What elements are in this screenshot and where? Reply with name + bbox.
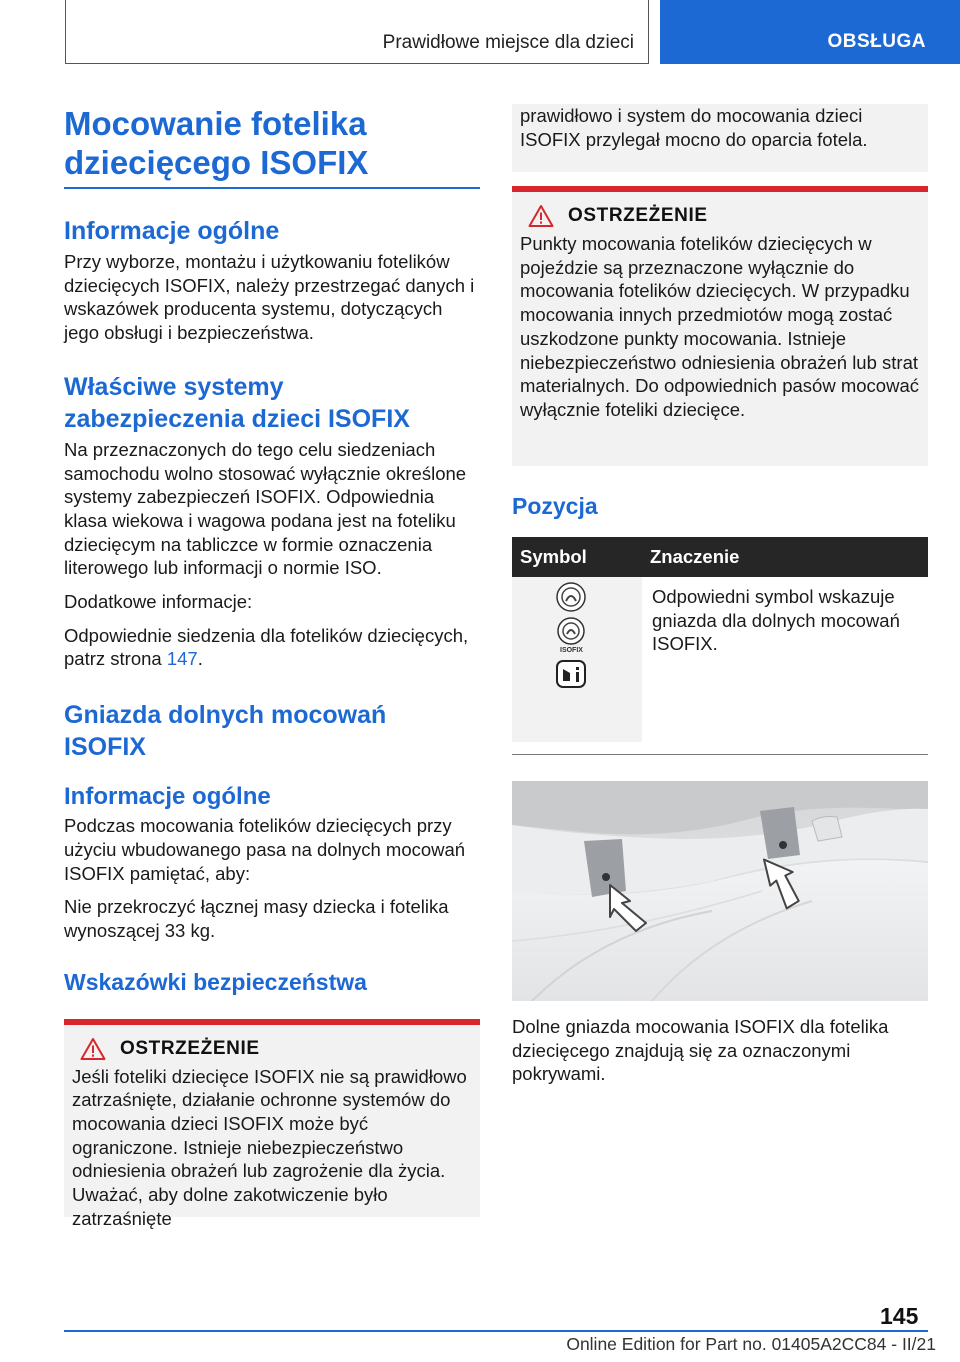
paragraph-more-info: Dodatkowe informacje:: [64, 591, 253, 613]
isofix-icon-label: ISOFIX: [560, 647, 583, 654]
table-header-row: [512, 537, 928, 577]
footer-rule: [64, 1330, 928, 1332]
table-header-symbol: Symbol: [512, 537, 642, 577]
paragraph-lower-anchors: Podczas mocowania fotelików dziecięcych przy użyciu wbudowanego pasa na dolnych mocowań ISOFIX pamiętać, aby:: [64, 815, 466, 884]
heading-position: Pozycja: [512, 493, 598, 519]
heading-lower-anchors: Gniazda dolnych mocowań ISOFIX: [64, 701, 387, 762]
warning-box-right: [512, 186, 928, 466]
warning-triangle-icon: [528, 204, 554, 228]
right-column: [512, 104, 928, 1086]
meaning-cell: Odpowiedni symbol wskazuje gniazda dla dolnych mocowań ISOFIX.: [652, 586, 900, 655]
warning-box-left: [64, 1019, 480, 1229]
symbol-table: [512, 537, 928, 742]
heading-safety-notes: Wskazówki bezpieczeństwa: [64, 968, 367, 995]
isofix-anchor-photo: [512, 781, 928, 1001]
warning-label: OSTRZEŻENIE: [568, 205, 708, 226]
table-bottom-rule: [512, 754, 928, 755]
table-header-meaning: Znaczenie: [642, 537, 928, 577]
heading-isofix-systems: Właściwe systemy zabezpieczenia dzieci ISOFIX: [64, 372, 410, 433]
warning-text-right: Punkty mocowania fotelików dziecięcych w pojeździe są przeznaczone wyłącznie do mocowania fotelików dziecięcych. W przypadku mocowania innych przedmiotów mogą zostać uszkodzone punkty mocowania. Istnieje niebezpieczeństwo odniesienia obrażeń lub strat materialnych. Do odpowiednich pasów mocować wyłącznie foteliki dziecięce.: [520, 233, 919, 420]
section-title: Prawidłowe miejsce dla dzieci: [382, 32, 634, 53]
table-row: [512, 577, 928, 742]
paragraph-isofix-systems: Na przeznaczonych do tego celu siedzeniach samochodu wolno stosować wyłącznie określone systemy zabezpieczeń ISOFIX. Odpowiednia klasa wiekowa i wagowa podana jest na foteliku dziecięcym na tabliczce w formie oznaczenia literowego lub informacji o normie ISO.: [64, 438, 467, 579]
subheading-general-info: Informacje ogólne: [64, 783, 271, 811]
warning-continuation-text: prawidłowo i system do mocowania dzieci ISOFIX przylegał mocno do oparcia fotela.: [520, 105, 868, 150]
footer-edition: Online Edition for Part no. 01405A2CC84 - II/21: [566, 1334, 936, 1354]
title-rule: [64, 187, 480, 189]
header-frame: [65, 0, 649, 64]
warning-triangle-icon: [80, 1037, 106, 1061]
page-link-147[interactable]: 147: [166, 648, 198, 670]
paragraph-general-info: Przy wyborze, montażu i użytkowaniu fotelików dziecięcych ISOFIX, należy przestrzegać danych i wskazówek producenta systemu, dotyczących jego obsługi i bezpieczeństwa.: [64, 251, 475, 344]
photo-caption: Dolne gniazda mocowania ISOFIX dla fotelika dziecięcego znajdują się za oznaczonymi pokrywami.: [512, 1016, 889, 1085]
warning-text-left: Jeśli foteliki dziecięce ISOFIX nie są prawidłowo zatrzaśnięte, działanie ochronne systemów do mocowania dzieci ISOFIX może być ograniczone. Istnieje niebezpieczeństwo odniesienia obrażeń lub zagrożenie dla życia. Uważać, aby dolne zakotwiczenie było zatrzaśnięte: [72, 1065, 467, 1229]
chapter-tab-label: OBSŁUGA: [827, 31, 926, 52]
isofix-symbols-icon: [512, 577, 626, 737]
chapter-tab[interactable]: [660, 0, 960, 64]
warning-header: [520, 204, 920, 228]
warning-label: OSTRZEŻENIE: [120, 1037, 260, 1059]
page-title: Mocowanie fotelika dziecięcego ISOFIX: [64, 105, 369, 181]
paragraph-max-weight: Nie przekroczyć łącznej masy dziecka i fotelika wynoszącej 33 kg.: [64, 896, 449, 941]
warning-header: [72, 1037, 472, 1061]
symbol-cell: [512, 577, 642, 742]
left-column: [64, 104, 480, 1229]
warning-continuation-box: [512, 104, 928, 172]
page-number: 145: [880, 1303, 919, 1329]
paragraph-reference: Odpowiednie siedzenia dla fotelików dziecięcych, patrz strona 147.: [64, 624, 469, 670]
heading-general-info: Informacje ogólne: [64, 217, 280, 245]
